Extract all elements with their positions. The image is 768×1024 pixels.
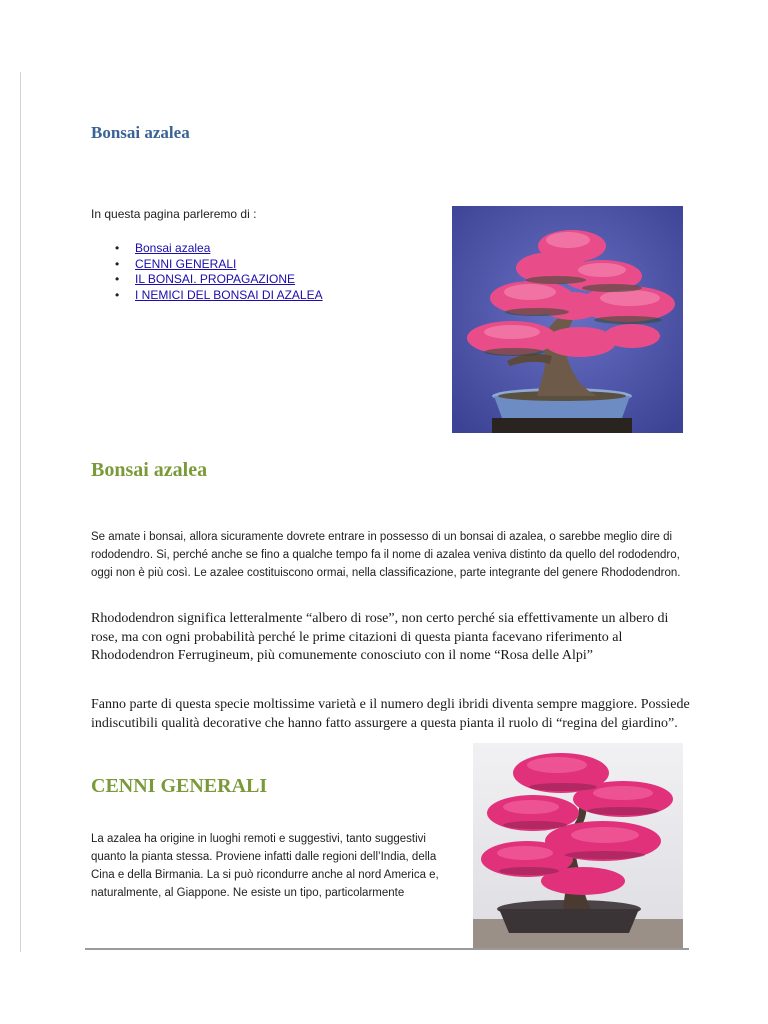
intro-text: In questa pagina parleremo di : <box>91 207 257 221</box>
table-of-contents <box>91 241 323 303</box>
toc-link-bonsai-azalea[interactable]: Bonsai azalea <box>135 241 211 255</box>
page-margin-line <box>20 72 21 952</box>
toc-link-propagazione[interactable]: IL BONSAI. PROPAGAZIONE <box>135 272 296 286</box>
toc-item <box>91 241 323 257</box>
toc-link-nemici[interactable]: I NEMICI DEL BONSAI DI AZALEA <box>135 287 323 302</box>
paragraph: La azalea ha origine in luoghi remoti e suggestivi, tanto suggestivi quanto la pianta stessa. Proviene infatti dalle regioni dell’India, della Cina e della Birmania. La si può ricondurre anche al nord America e, naturalmente, al Giappone. Ne esiste un tipo, particolarmente <box>91 833 439 899</box>
paragraph: Se amate i bonsai, allora sicuramente dovrete entrare in possesso di un bonsai di azalea, o sarebbe meglio dire di rododendro. Si, perché anche se fino a qualche tempo fa il nome di azalea veniva distinto da quello del rododendro, oggi non è più così. Le azalee costituiscono ormai, nella classificazione, parte integrante del genere Rhododendron. <box>91 531 681 579</box>
pink-azalea-bonsai-photo <box>473 743 683 948</box>
toc-item <box>91 288 323 304</box>
paragraph: Rhododendron significa letteralmente “albero di rose”, non certo perché sia effettivamente un albero di rose, ma con ogni probabilità perché le prime citazioni di questa pianta facevano riferimento al Rhododendron Ferrugineum, più comunemente conosciuto con il nome “Rosa delle Alpi” <box>91 611 669 663</box>
toc-item <box>91 272 323 288</box>
section-heading-bonsai-azalea: Bonsai azalea <box>91 459 208 481</box>
paragraph: Fanno parte di questa specie moltissime varietà e il numero degli ibridi diventa sempre maggiore. Possiede indiscutibili qualità decorative che hanno fatto assurgere a questa pianta il ruolo di “regina del giardino”. <box>91 697 690 731</box>
page-title: Bonsai azalea <box>91 123 190 142</box>
toc-link-cenni-generali[interactable]: CENNI GENERALI <box>135 256 237 271</box>
toc-item <box>91 257 323 273</box>
page-bottom-divider <box>85 948 689 950</box>
azalea-bonsai-photo <box>452 206 683 433</box>
section-heading-cenni-generali: CENNI GENERALI <box>91 775 268 797</box>
